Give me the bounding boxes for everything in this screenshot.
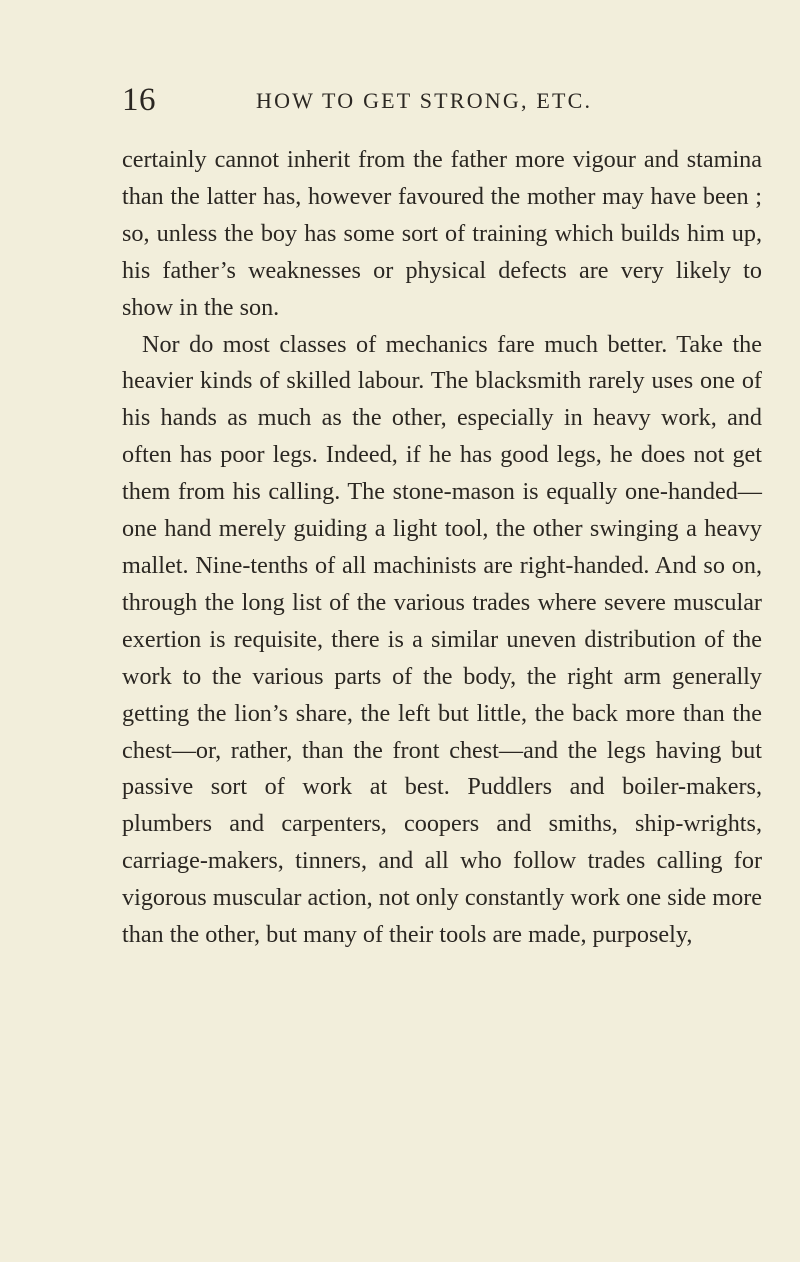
paragraph-mechanics: Nor do most classes of mechanics fare much better. Take the heavier kinds of skilled labour. The blacksmith rarely uses one of his hands as much as the other, especially in heavy work, and often has poor legs. Indeed, if he has good legs, he does not get them from his calling. The stone-mason is equally one-handed—one hand merely guiding a light tool, the other swinging a heavy mallet. Nine-tenths of all machinists are right-handed. And so on, through the long list of the various trades where severe muscular exertion is requisite, there is a similar uneven distribution of the work to the various parts of the body, the right arm generally getting the lion’s share, the left but little, the back more than the chest—or, rather, than the front chest—and the legs having but passive sort of work at best. Puddlers and boiler-makers, plumbers and carpenters, coopers and smiths, ship-wrights, carriage-makers, tinners, and all who follow trades calling for vigorous muscular action, not only constantly work one side more than the other, but many of their tools are made, purposely, — [122, 330, 762, 949]
page-number: 16 — [122, 82, 156, 118]
paragraph-continued: certainly cannot inherit from the father more vigour and stamina than the latter has, however favoured the mother may have been ; so, unless the boy has some sort of training which builds him up, his father’s weaknesses or physical defects are very likely to show in the son. — [122, 146, 762, 321]
body-text — [122, 142, 762, 954]
running-title: HOW TO GET STRONG, ETC. — [256, 88, 593, 113]
running-head — [122, 82, 762, 122]
